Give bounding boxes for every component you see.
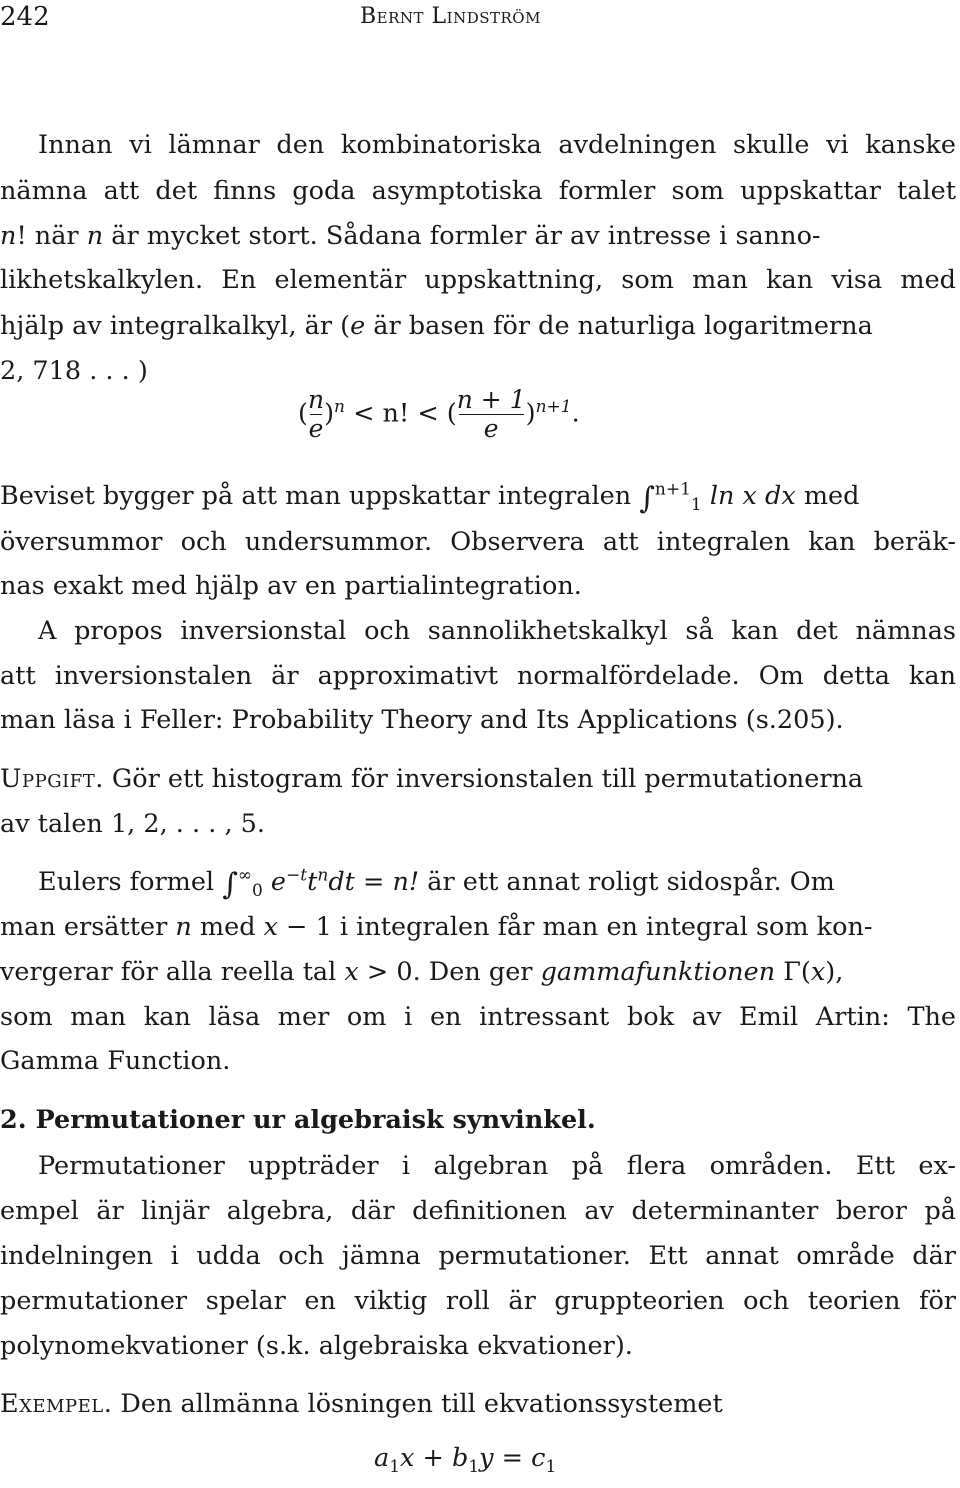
text-span: med — [795, 481, 860, 511]
text-span: Gör ett histogram för inversionstalen till permutationerna — [103, 764, 864, 794]
exponent: −t — [286, 866, 308, 886]
text-line: man läsa i Feller: Probability Theory and Its Applications (s.205). — [0, 705, 844, 735]
text-span: vergerar för alla reella tal — [0, 957, 345, 987]
example-label: Exempel. — [0, 1389, 113, 1419]
text-line: av talen 1, 2, . . . , 5. — [0, 809, 265, 839]
text-line — [0, 310, 956, 342]
text-span: är basen för de naturliga logaritmerna — [365, 311, 873, 341]
exercise-label: Uppgift. — [0, 764, 104, 794]
integral-sign: ∫ — [222, 867, 238, 901]
fraction-denominator: e — [483, 414, 499, 443]
math-var: n — [0, 221, 17, 251]
display-formula — [374, 1442, 557, 1478]
text-line: som man kan läsa mer om i en intressant bok av Emil Artin: The — [0, 1002, 956, 1032]
math-var: y — [479, 1443, 494, 1473]
math-var: a — [374, 1443, 390, 1473]
math-var: x — [263, 912, 279, 942]
text-line: empel är linjär algebra, där definitionen av determinanter beror på — [0, 1196, 956, 1226]
formula-paren: ( — [298, 398, 308, 429]
text-span: ), — [825, 957, 844, 987]
text-span: > 0. Den ger — [358, 957, 541, 987]
text-line: indelningen i udda och jämna permutationer. Ett annat område där — [0, 1241, 956, 1271]
math-var: c — [531, 1443, 546, 1473]
integrand: ln x dx — [701, 481, 796, 511]
formula-text: = — [493, 1443, 532, 1473]
formula-text: < n! < ( — [344, 398, 457, 429]
integral-upper-limit: n+1 — [654, 480, 691, 500]
text-line: permutationer spelar en viktig roll är gruppteorien och teorien för — [0, 1286, 956, 1316]
section-heading: 2. Permutationer ur algebraisk synvinkel. — [0, 1105, 596, 1135]
text-span: Beviset bygger på att man uppskattar integralen — [0, 481, 640, 511]
formula-text: . — [571, 398, 580, 429]
fraction-denominator: e — [308, 414, 324, 443]
text-line: nämna att det finns goda asymptotiska formler som uppskattar talet — [0, 176, 956, 206]
text-line: A propos inversionstal och sannolikhetskalkyl så kan det nämnas — [38, 616, 956, 646]
running-head: Bernt Lindström — [360, 4, 541, 29]
text-span: med — [191, 912, 264, 942]
formula-text: + — [414, 1443, 452, 1473]
text-line: översummor och undersummor. Observera att integralen kan beräk- — [0, 527, 956, 557]
exponent: n+1 — [535, 397, 572, 417]
subscript: 1 — [468, 1457, 480, 1478]
text-line — [0, 1388, 956, 1420]
emphasis-term: gammafunktionen — [540, 957, 776, 987]
subscript: 1 — [545, 1457, 557, 1478]
text-line: nas exakt med hjälp av en partialintegration. — [0, 571, 582, 601]
text-span: man ersätter — [0, 912, 176, 942]
text-span: Den allmänna lösningen till ekvationssystemet — [112, 1389, 723, 1419]
text-line: likhetskalkylen. En elementär uppskattning, som man kan visa med — [0, 265, 956, 295]
text-span: är mycket stort. Sådana formler är av intresse i sanno- — [103, 221, 821, 251]
text-span: är ett annat roligt sidospår. Om — [419, 867, 835, 897]
fraction-numerator: n + 1 — [456, 385, 526, 414]
math-expr: dt = n! — [328, 867, 420, 897]
math-var: x — [344, 957, 359, 987]
text-span: Γ( — [775, 957, 811, 987]
integral-sign: ∫ — [639, 481, 655, 515]
fraction-numerator: n — [307, 385, 325, 414]
text-line: Gamma Function. — [0, 1046, 231, 1076]
integral-lower-limit: 1 — [690, 495, 702, 515]
math-var: e — [262, 867, 287, 897]
fraction — [457, 386, 526, 443]
formula-paren: ) — [525, 398, 536, 429]
text-line: polynomekvationer (s.k. algebraiska ekvationer). — [0, 1331, 633, 1361]
text-span: Eulers formel — [38, 867, 223, 897]
exponent: n — [317, 866, 329, 886]
display-formula — [298, 386, 580, 443]
text-line: Innan vi lämnar den kombinatoriska avdelningen skulle vi kanske — [38, 130, 956, 160]
text-line — [0, 956, 956, 988]
text-line — [0, 220, 956, 252]
formula-paren: ) — [324, 398, 335, 429]
math-var: x — [810, 957, 826, 987]
text-line — [0, 480, 956, 515]
math-var: n — [86, 221, 104, 251]
integral-lower-limit: 0 — [252, 881, 263, 901]
text-line: att inversionstalen är approximativt normalfördelade. Om detta kan — [0, 661, 956, 691]
text-span: ! när — [16, 221, 87, 251]
math-var: t — [307, 867, 318, 897]
text-span: hjälp av integralkalkyl, är ( — [0, 311, 351, 341]
exponent: n — [334, 397, 345, 417]
subscript: 1 — [389, 1457, 401, 1478]
page-number: 242 — [0, 2, 50, 32]
page-header — [0, 0, 960, 40]
fraction — [308, 386, 324, 443]
math-var: b — [452, 1443, 469, 1473]
math-var: e — [350, 311, 366, 341]
text-span: − 1 i integralen får man en integral som kon- — [278, 912, 873, 942]
text-line — [0, 763, 956, 795]
math-var: x — [400, 1443, 415, 1473]
math-var: n — [175, 912, 192, 942]
text-line: 2, 718 . . . ) — [0, 356, 148, 386]
integral-upper-limit: ∞ — [237, 866, 252, 886]
text-line — [38, 866, 956, 901]
text-line: Permutationer uppträder i algebran på flera områden. Ett ex- — [38, 1151, 956, 1181]
text-line — [0, 911, 956, 943]
